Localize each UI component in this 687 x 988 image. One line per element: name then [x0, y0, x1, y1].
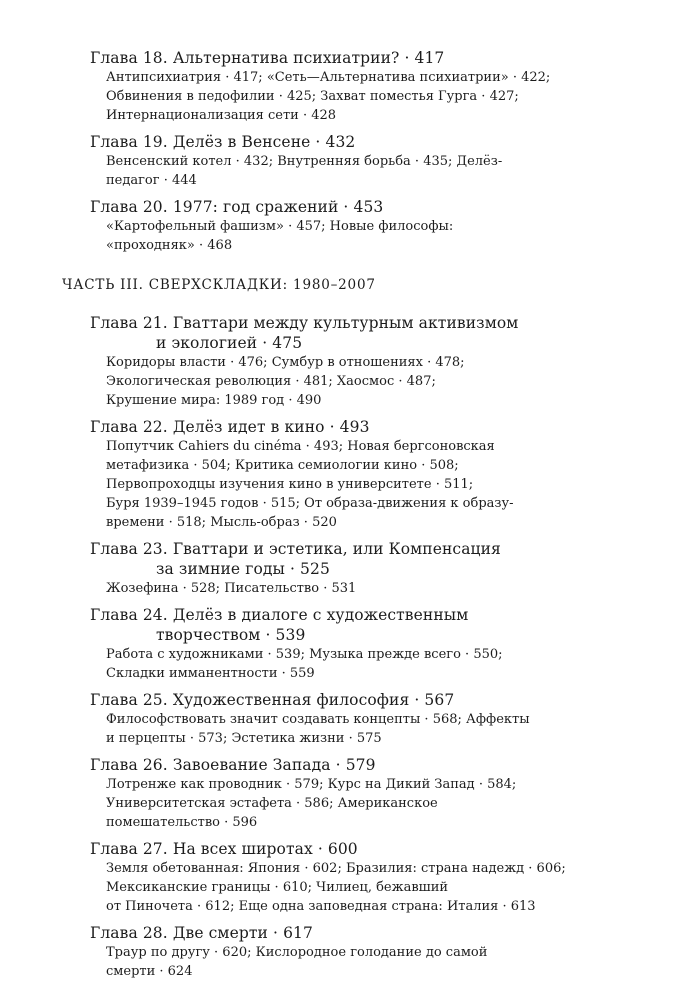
section-line: метафизика · 504; Критика семиологии кино · 508;: [106, 458, 459, 473]
section-line: Жозефина · 528; Писательство · 531: [106, 581, 357, 596]
section-line: Философствовать значит создавать концепты · 568; Аффекты: [106, 712, 530, 727]
toc-chapter: [90, 132, 630, 190]
section-line: педагог · 444: [106, 173, 197, 188]
chapter-title-continuation: творчеством · 539: [156, 626, 306, 644]
chapter-sections: [106, 775, 630, 832]
chapter-title: [90, 690, 630, 710]
section-line: Складки имманентности · 559: [106, 666, 315, 681]
section-line: Первопроходцы изучения кино в университете · 511;: [106, 477, 474, 492]
section-line: Мексиканские границы · 610; Чилиец, бежавший: [106, 880, 449, 895]
chapter-sections: [106, 645, 630, 683]
toc-chapter: [90, 539, 630, 598]
chapter-title: [90, 48, 630, 68]
chapter-sections: [106, 859, 630, 916]
chapter-title-line: Глава 21. Гваттари между культурным активизмом: [90, 314, 519, 332]
chapter-title: [90, 755, 630, 775]
section-line: Работа с художниками · 539; Музыка прежде всего · 550;: [106, 647, 503, 662]
section-line: «Картофельный фашизм» · 457; Новые философы:: [106, 219, 454, 234]
chapter-title: [90, 923, 630, 943]
toc-chapter: [90, 605, 630, 683]
chapter-title: [90, 313, 630, 353]
section-line: «проходняк» · 468: [106, 238, 233, 253]
section-line: Экологическая революция · 481; Хаосмос · 487;: [106, 374, 436, 389]
section-line: Лотренже как проводник · 579; Курс на Дикий Запад · 584;: [106, 777, 517, 792]
section-line: от Пиночета · 612; Еще одна заповедная страна: Италия · 613: [106, 899, 536, 914]
section-line: Университетская эстафета · 586; Американское: [106, 796, 438, 811]
chapter-sections: [106, 68, 630, 125]
toc-chapter: [90, 690, 630, 748]
section-line: и перцепты · 573; Эстетика жизни · 575: [106, 731, 382, 746]
chapter-title-line: Глава 22. Делёз идет в кино · 493: [90, 418, 370, 436]
section-line: Венсенский котел · 432; Внутренняя борьба · 435; Делёз-: [106, 154, 503, 169]
section-line: Крушение мира: 1989 год · 490: [106, 393, 322, 408]
chapter-title-line: Глава 28. Две смерти · 617: [90, 924, 313, 942]
toc-chapter: [90, 48, 630, 125]
chapter-title-line: Глава 20. 1977: год сражений · 453: [90, 198, 384, 216]
section-line: Интернационализация сети · 428: [106, 108, 337, 123]
chapter-title: [90, 839, 630, 859]
section-line: Обвинения в педофилии · 425; Захват поместья Гурга · 427;: [106, 89, 519, 104]
chapter-title-line: Глава 18. Альтернатива психиатрии? · 417: [90, 49, 445, 67]
chapter-title: [90, 132, 630, 152]
section-line: смерти · 624: [106, 964, 193, 979]
table-of-contents: [0, 48, 687, 988]
chapter-title-line: Глава 24. Делёз в диалоге с художественным: [90, 606, 469, 624]
chapter-title: [90, 197, 630, 217]
part-heading: ЧАСТЬ III. СВЕРХСКЛАДКИ: 1980–2007: [62, 277, 376, 293]
toc-chapter: [90, 197, 630, 255]
chapter-title-line: Глава 27. На всех широтах · 600: [90, 840, 358, 858]
section-line: времени · 518; Мысль-образ · 520: [106, 515, 337, 530]
toc-chapter: [90, 839, 630, 916]
chapter-sections: [106, 152, 630, 190]
section-line: Антипсихиатрия · 417; «Сеть—Альтернатива психиатрии» · 422;: [106, 70, 551, 85]
chapter-title-line: Глава 25. Художественная философия · 567: [90, 691, 455, 709]
chapter-title-continuation: и экологией · 475: [156, 334, 303, 352]
chapter-title: [90, 605, 630, 645]
section-line: помешательство · 596: [106, 815, 258, 830]
chapter-title-continuation: за зимние годы · 525: [156, 560, 330, 578]
chapter-sections: [106, 437, 630, 532]
chapter-sections: [106, 217, 630, 255]
chapter-title-line: Глава 23. Гваттари и эстетика, или Компенсация: [90, 540, 501, 558]
section-line: Земля обетованная: Япония · 602; Бразилия: страна надежд · 606;: [106, 861, 566, 876]
toc-chapter: [90, 313, 630, 410]
chapter-sections: [106, 353, 630, 410]
section-line: Коридоры власти · 476; Сумбур в отношениях · 478;: [106, 355, 465, 370]
chapter-sections: [106, 943, 630, 981]
chapter-title: [90, 539, 630, 579]
chapter-title-line: Глава 26. Завоевание Запада · 579: [90, 756, 376, 774]
chapter-title: [90, 417, 630, 437]
toc-chapter: [90, 755, 630, 832]
chapter-sections: [106, 579, 630, 598]
toc-chapter: [90, 923, 630, 981]
chapter-sections: [106, 710, 630, 748]
section-line: Траур по другу · 620; Кислородное голодание до самой: [106, 945, 488, 960]
section-line: Буря 1939–1945 годов · 515; От образа-движения к образу-: [106, 496, 514, 511]
toc-chapter: [90, 417, 630, 532]
chapter-title-line: Глава 19. Делёз в Венсене · 432: [90, 133, 356, 151]
section-line: Попутчик Cahiers du cinéma · 493; Новая бергсоновская: [106, 439, 495, 454]
